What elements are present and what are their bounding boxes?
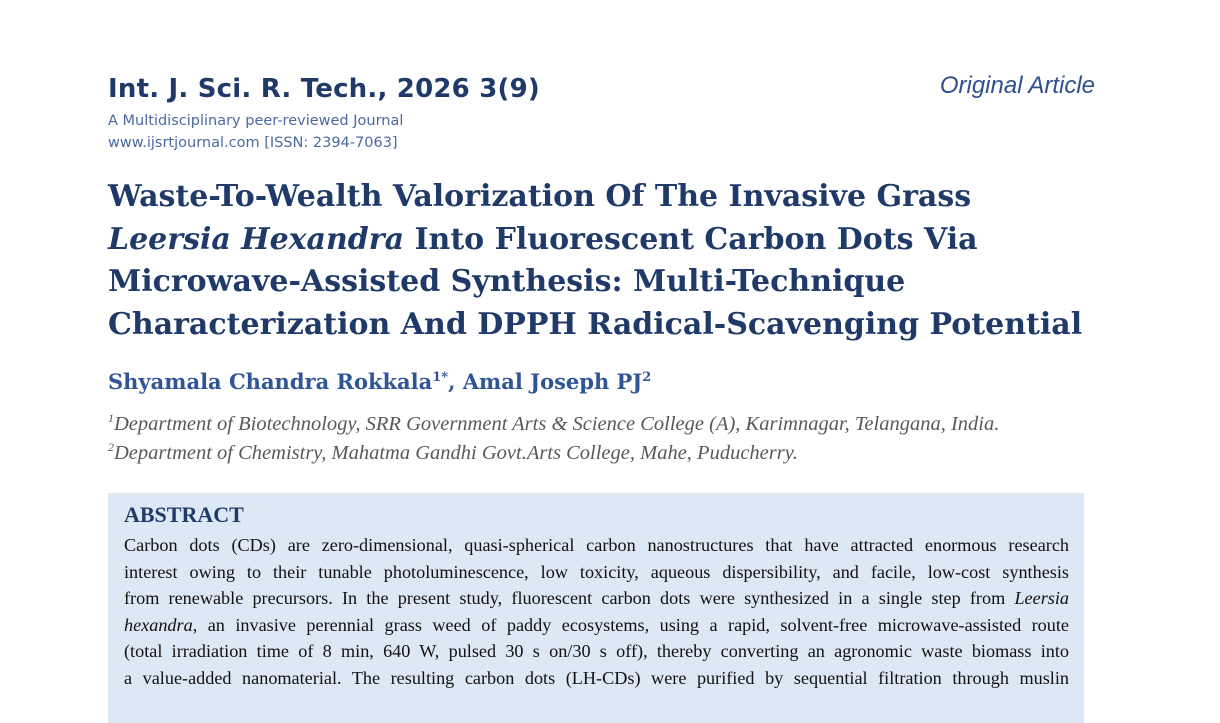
- title-line-2-rest: Into Fluorescent Carbon Dots Via: [404, 221, 978, 257]
- abstract-line: interest owing to their tunable photoluminescence, low toxicity, aqueous dispersibility, and facile, low-cost synthesis: [124, 561, 1069, 582]
- affiliation-text: Department of Chemistry, Mahatma Gandhi Govt.Arts College, Mahe, Puducherry.: [114, 441, 798, 464]
- author-name: Amal Joseph PJ: [462, 369, 643, 394]
- abstract-box: [108, 493, 1084, 723]
- abstract-line: Carbon dots (CDs) are zero-dimensional, quasi-spherical carbon nanostructures that have attracted enormous research: [124, 535, 1069, 555]
- abstract-line: a value-added nanomaterial. The resulting carbon dots (LH-CDs) were purified by sequential filtration through muslin: [124, 667, 1069, 688]
- journal-tagline: A Multidisciplinary peer-reviewed Journal: [108, 113, 404, 129]
- title-line-4: Characterization And DPPH Radical-Scavenging Potential: [108, 306, 1083, 342]
- author-name: Shyamala Chandra Rokkala: [108, 369, 433, 394]
- author-separator: ,: [448, 369, 463, 394]
- title-line-2: [108, 219, 1108, 262]
- affiliation-text: Department of Biotechnology, SRR Government Arts & Science College (A), Karimnagar, Telangana, India.: [114, 412, 1000, 435]
- abstract-species-name: Leersia: [1014, 588, 1069, 608]
- abstract-line: (total irradiation time of 8 min, 640 W, pulsed 30 s on/30 s off), thereby converting an agronomic waste biomass into: [124, 641, 1069, 661]
- author-list: [108, 369, 651, 394]
- abstract-body: [124, 532, 1069, 691]
- title-species-name: Leersia Hexandra: [108, 221, 405, 257]
- abstract-text-run: from renewable precursors. In the present study, fluorescent carbon dots were synthesized in a single step from: [124, 588, 1015, 608]
- title-line-1: Waste-To-Wealth Valorization Of The Invasive Grass: [108, 179, 972, 214]
- author-affiliation-mark: 2: [642, 370, 652, 385]
- journal-website[interactable]: www.ijsrtjournal.com [ISSN: 2394-7063]: [108, 135, 398, 151]
- abstract-species-name: hexandra: [124, 614, 193, 635]
- affiliation-mark: 1: [108, 411, 114, 425]
- article-type-label: Original Article: [939, 72, 1095, 99]
- abstract-text-run: , an invasive perennial grass weed of paddy ecosystems, using a rapid, solvent-free microwave-assisted route: [192, 614, 1069, 635]
- title-line-3: Microwave-Assisted Synthesis: Multi-Technique: [108, 264, 906, 299]
- journal-citation: Int. J. Sci. R. Tech., 2026 3(9): [108, 74, 540, 104]
- abstract-heading: ABSTRACT: [124, 502, 244, 527]
- affiliation-1: [108, 411, 999, 436]
- abstract-line: [124, 612, 1069, 639]
- paper-title: [108, 176, 1108, 346]
- affiliation-2: [108, 440, 798, 465]
- abstract-line: [124, 585, 1069, 612]
- author-affiliation-mark: 1*: [432, 370, 449, 385]
- affiliation-mark: 2: [108, 440, 114, 454]
